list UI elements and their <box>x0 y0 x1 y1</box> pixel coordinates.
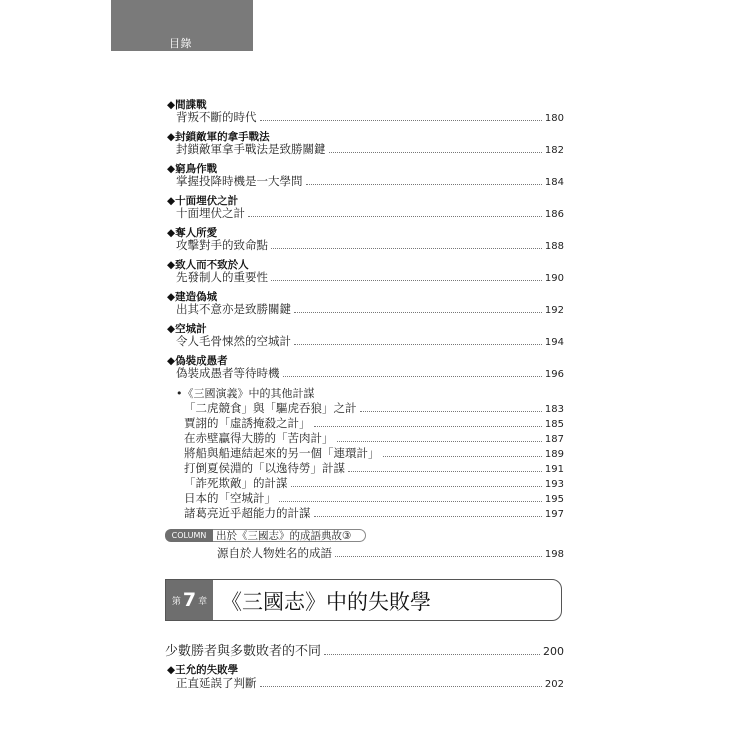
dot-leader <box>279 501 542 502</box>
chapter-title: 《三國志》中的失敗學 <box>221 590 431 614</box>
entry-text: 在赤壁贏得大勝的「苦肉計」 <box>184 431 334 445</box>
entry-text: 諸葛亮近乎超能力的計謀 <box>184 506 311 520</box>
page-number: 196 <box>544 369 564 380</box>
page-number: 192 <box>544 305 564 316</box>
page-number: 195 <box>544 494 564 505</box>
toc-subentry[interactable] <box>184 430 564 446</box>
toc-entry[interactable] <box>176 365 564 381</box>
entry-text: 先發制人的重要性 <box>176 270 268 284</box>
entry-text: 封鎖敵軍拿手戰法是致勝關鍵 <box>176 142 326 156</box>
dot-leader <box>294 312 542 313</box>
page-number: 194 <box>544 337 564 348</box>
page-number: 188 <box>544 241 564 252</box>
entry-text: 背叛不斷的時代 <box>176 110 257 124</box>
page-number: 189 <box>544 449 564 460</box>
dot-leader <box>306 184 542 185</box>
section-heading: ◆十面埋伏之計 <box>167 195 239 207</box>
page-number: 187 <box>544 434 564 445</box>
toc-entry[interactable] <box>176 301 564 317</box>
toc-entry[interactable] <box>176 237 564 253</box>
dot-leader <box>314 516 542 517</box>
dot-leader <box>294 344 542 345</box>
dot-leader <box>283 376 542 377</box>
entry-text: 出其不意亦是致勝關鍵 <box>176 302 291 316</box>
dot-leader <box>271 248 542 249</box>
page-number: 200 <box>543 645 564 658</box>
toc-subentry[interactable] <box>184 400 564 416</box>
dot-leader <box>260 686 542 687</box>
toc-entry[interactable] <box>176 173 564 189</box>
toc-subentry[interactable] <box>184 415 564 431</box>
section-heading: ◆空城計 <box>167 323 207 335</box>
section-heading: ◆偽裝成愚者 <box>167 355 228 367</box>
page-number: 190 <box>544 273 564 284</box>
page-number: 191 <box>544 464 564 475</box>
toc-entry[interactable] <box>176 269 564 285</box>
page-number: 186 <box>544 209 564 220</box>
page-number: 180 <box>544 113 564 124</box>
dot-leader <box>314 426 542 427</box>
entry-text: 源自於人物姓名的成語 <box>217 546 332 560</box>
entry-text: 正直延誤了判斷 <box>176 676 257 690</box>
entry-text: 偽裝成愚者等待時機 <box>176 366 280 380</box>
dot-leader <box>260 120 542 121</box>
column-entry[interactable] <box>217 545 564 561</box>
chapter-number: 7 <box>182 589 197 611</box>
dot-leader <box>271 280 542 281</box>
page-number: 183 <box>544 404 564 415</box>
dot-leader <box>348 471 542 472</box>
page-number: 185 <box>544 419 564 430</box>
toc-entry[interactable] <box>176 109 564 125</box>
entry-text: 「詐死欺敵」的計謀 <box>184 476 288 490</box>
entry-text: 令人毛骨悚然的空城計 <box>176 334 291 348</box>
entry-text: 掌握投降時機是一大學問 <box>176 174 303 188</box>
chapter-badge <box>166 580 213 620</box>
toc-subentry[interactable] <box>184 475 564 491</box>
column-title: 出於《三國志》的成語典故③ <box>213 529 366 542</box>
toc-entry[interactable] <box>176 675 564 691</box>
section-heading: ◆王允的失敗學 <box>167 664 239 676</box>
toc-subentry[interactable] <box>184 505 564 521</box>
section-heading: ◆間諜戰 <box>167 99 207 111</box>
dot-leader <box>291 486 542 487</box>
chapter-suffix: 章 <box>198 596 208 607</box>
page-number: 184 <box>544 177 564 188</box>
toc-subentry[interactable] <box>184 490 564 506</box>
entry-text: 少數勝者與多數敗者的不同 <box>165 644 322 659</box>
dot-leader <box>383 456 542 457</box>
section-heading: ◆奪人所愛 <box>167 227 218 239</box>
section-heading: ◆建造偽城 <box>167 291 218 303</box>
page-number: 182 <box>544 145 564 156</box>
chapter-header <box>165 579 562 621</box>
page-number: 198 <box>544 549 564 560</box>
entry-text: 日本的「空城計」 <box>184 491 276 505</box>
page-number: 197 <box>544 509 564 520</box>
header-label: 目錄 CONTENTS <box>169 37 234 64</box>
toc-entry[interactable] <box>176 141 564 157</box>
toc-entry[interactable] <box>176 205 564 221</box>
section-heading: ◆封鎖敵軍的拿手戰法 <box>167 131 270 143</box>
page-number: 193 <box>544 479 564 490</box>
page-number: 202 <box>544 679 564 690</box>
entry-text: 賈詡的「虛誘掩殺之計」 <box>184 416 311 430</box>
chapter-intro-entry[interactable] <box>165 640 564 659</box>
entry-text: 將船與船連結起來的另一個「連環計」 <box>184 446 380 460</box>
section-heading: ◆致人而不致於人 <box>167 259 249 271</box>
column-badge: COLUMN <box>165 529 213 542</box>
dot-leader <box>329 152 542 153</box>
entry-text: 攻擊對手的致命點 <box>176 238 268 252</box>
subsection-heading: •《三國演義》中的其他計謀 <box>176 387 315 400</box>
dot-leader <box>324 654 540 655</box>
dot-leader <box>360 411 542 412</box>
toc-subentry[interactable] <box>184 460 564 476</box>
toc-entry[interactable] <box>176 333 564 349</box>
dot-leader <box>335 556 542 557</box>
entry-text: 十面埋伏之計 <box>176 206 245 220</box>
toc-subentry[interactable] <box>184 445 564 461</box>
header-tab <box>111 0 253 64</box>
entry-text: 打倒夏侯淵的「以逸待勞」計謀 <box>184 461 345 475</box>
chapter-prefix: 第 <box>171 596 181 607</box>
dot-leader <box>337 441 542 442</box>
entry-text: 「二虎競食」與「驅虎吞狼」之計 <box>184 401 357 415</box>
dot-leader <box>248 216 542 217</box>
section-heading: ◆窮鳥作戰 <box>167 163 218 175</box>
